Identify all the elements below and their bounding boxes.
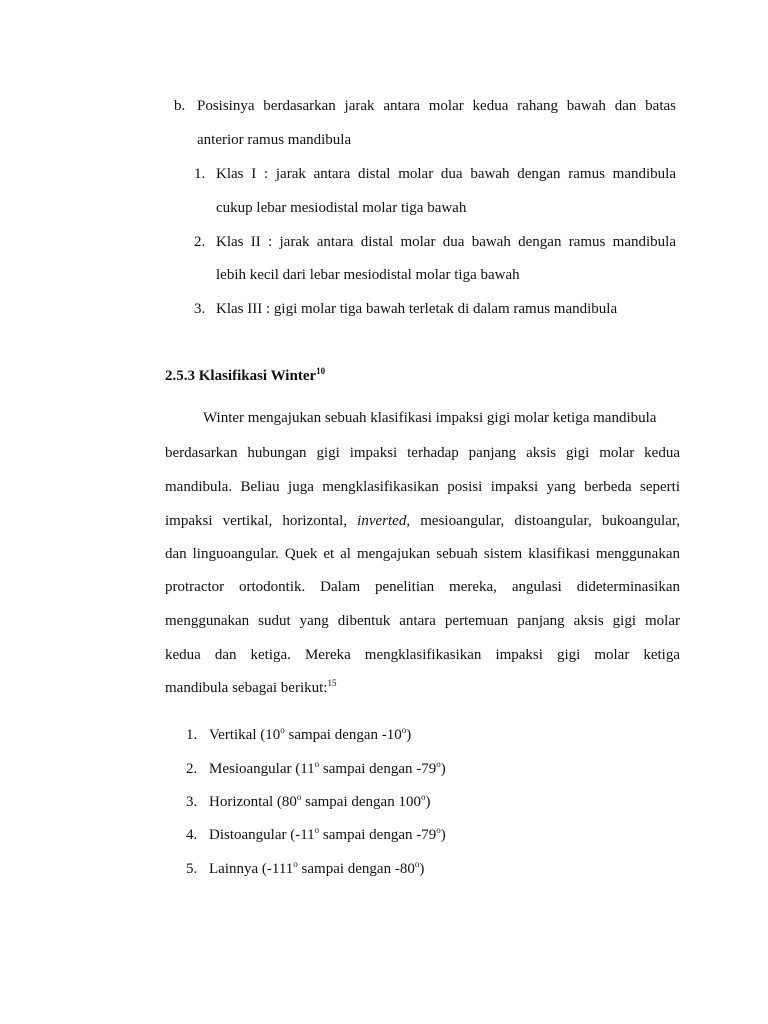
class-number-1: 1. <box>186 727 198 743</box>
class-text: Mesioangular (11 <box>209 761 315 777</box>
class-text: Horizontal (80 <box>209 794 297 810</box>
paragraph-line-1: Winter mengajukan sebuah klasifikasi impaksi gigi molar ketiga mandibula <box>203 410 657 426</box>
class-text: Lainnya (-111 <box>209 861 294 877</box>
sub-item-3-line-1: Klas III : gigi molar tiga bawah terletak di dalam ramus mandibula <box>216 301 618 317</box>
degree-mark: o <box>314 759 320 769</box>
degree-mark: o <box>420 792 426 802</box>
class-text: Vertikal (10 <box>209 727 281 743</box>
paragraph-line-6: protractor ortodontik. Dalam penelitian mereka, angulasi dideterminasikan <box>165 579 680 595</box>
italic-term: inverted <box>357 513 407 529</box>
paragraph-line-4 <box>165 511 680 531</box>
class-number-5: 5. <box>186 861 198 877</box>
paragraph-line-4-start: impaksi vertikal, horizontal, <box>165 513 358 529</box>
degree-mark: o <box>414 859 420 869</box>
degree-mark: o <box>280 725 285 735</box>
sub-item-1-line-1: Klas I : jarak antara distal molar dua bawah dengan ramus mandibula <box>216 166 676 182</box>
class-number-3: 3. <box>186 794 198 810</box>
paragraph-line-2: berdasarkan hubungan gigi impaksi terhadap panjang aksis gigi molar kedua <box>165 445 680 461</box>
sub-item-1-line-2: cukup lebar mesiodistal molar tiga bawah <box>216 200 467 216</box>
degree-mark: o <box>401 725 407 735</box>
degree-mark: o <box>293 859 298 869</box>
class-number-2: 2. <box>186 761 198 777</box>
class-text: ) <box>419 861 425 877</box>
list-label-b: b. <box>174 98 186 114</box>
sub-item-number-3: 3. <box>194 301 206 317</box>
sub-item-number-2: 2. <box>194 234 206 250</box>
degree-mark: o <box>436 759 441 769</box>
heading-text: 2.5.3 Klasifikasi Winter <box>165 368 317 384</box>
section-b-line-2: anterior ramus mandibula <box>197 132 352 148</box>
sub-item-2-line-1: Klas II : jarak antara distal molar dua bawah dengan ramus mandibula <box>216 234 676 250</box>
class-text: ) <box>440 761 446 777</box>
degree-mark: o <box>436 825 441 835</box>
class-item-vertikal <box>209 725 411 745</box>
paragraph-line-4-end: , mesioangular, distoangular, bukoangular, <box>406 513 681 529</box>
class-item-lainnya <box>209 859 424 879</box>
class-text: ) <box>406 727 412 743</box>
paragraph-reference: 15 <box>327 678 337 688</box>
class-text: sampai dengan -79 <box>319 761 437 777</box>
class-item-horizontal <box>209 792 430 812</box>
section-heading <box>165 366 325 386</box>
class-text: ) <box>440 827 446 843</box>
class-item-mesioangular <box>209 759 446 779</box>
class-item-distoangular <box>209 825 446 845</box>
class-text: ) <box>425 794 431 810</box>
sub-item-number-1: 1. <box>194 166 206 182</box>
class-text: sampai dengan -80 <box>297 861 415 877</box>
degree-mark: o <box>296 792 302 802</box>
paragraph-line-8: kedua dan ketiga. Mereka mengklasifikasikan impaksi gigi molar ketiga <box>165 647 680 663</box>
class-text: sampai dengan -10 <box>284 727 402 743</box>
class-text: sampai dengan -79 <box>319 827 437 843</box>
paragraph-line-9 <box>165 678 336 698</box>
degree-mark: o <box>314 825 320 835</box>
paragraph-line-9-text: mandibula sebagai berikut: <box>165 680 328 696</box>
paragraph-line-5: dan linguoangular. Quek et al mengajukan sebuah sistem klasifikasi menggunakan <box>165 546 680 562</box>
class-number-4: 4. <box>186 827 198 843</box>
paragraph-line-3: mandibula. Beliau juga mengklasifikasikan posisi impaksi yang berbeda seperti <box>165 479 680 495</box>
class-text: Distoangular (-11 <box>209 827 315 843</box>
class-text: sampai dengan 100 <box>301 794 421 810</box>
heading-reference: 10 <box>316 366 326 376</box>
section-b-line-1: Posisinya berdasarkan jarak antara molar kedua rahang bawah dan batas <box>197 98 676 114</box>
sub-item-2-line-2: lebih kecil dari lebar mesiodistal molar tiga bawah <box>216 267 520 283</box>
paragraph-line-7: menggunakan sudut yang dibentuk antara pertemuan panjang aksis gigi molar <box>165 613 680 629</box>
